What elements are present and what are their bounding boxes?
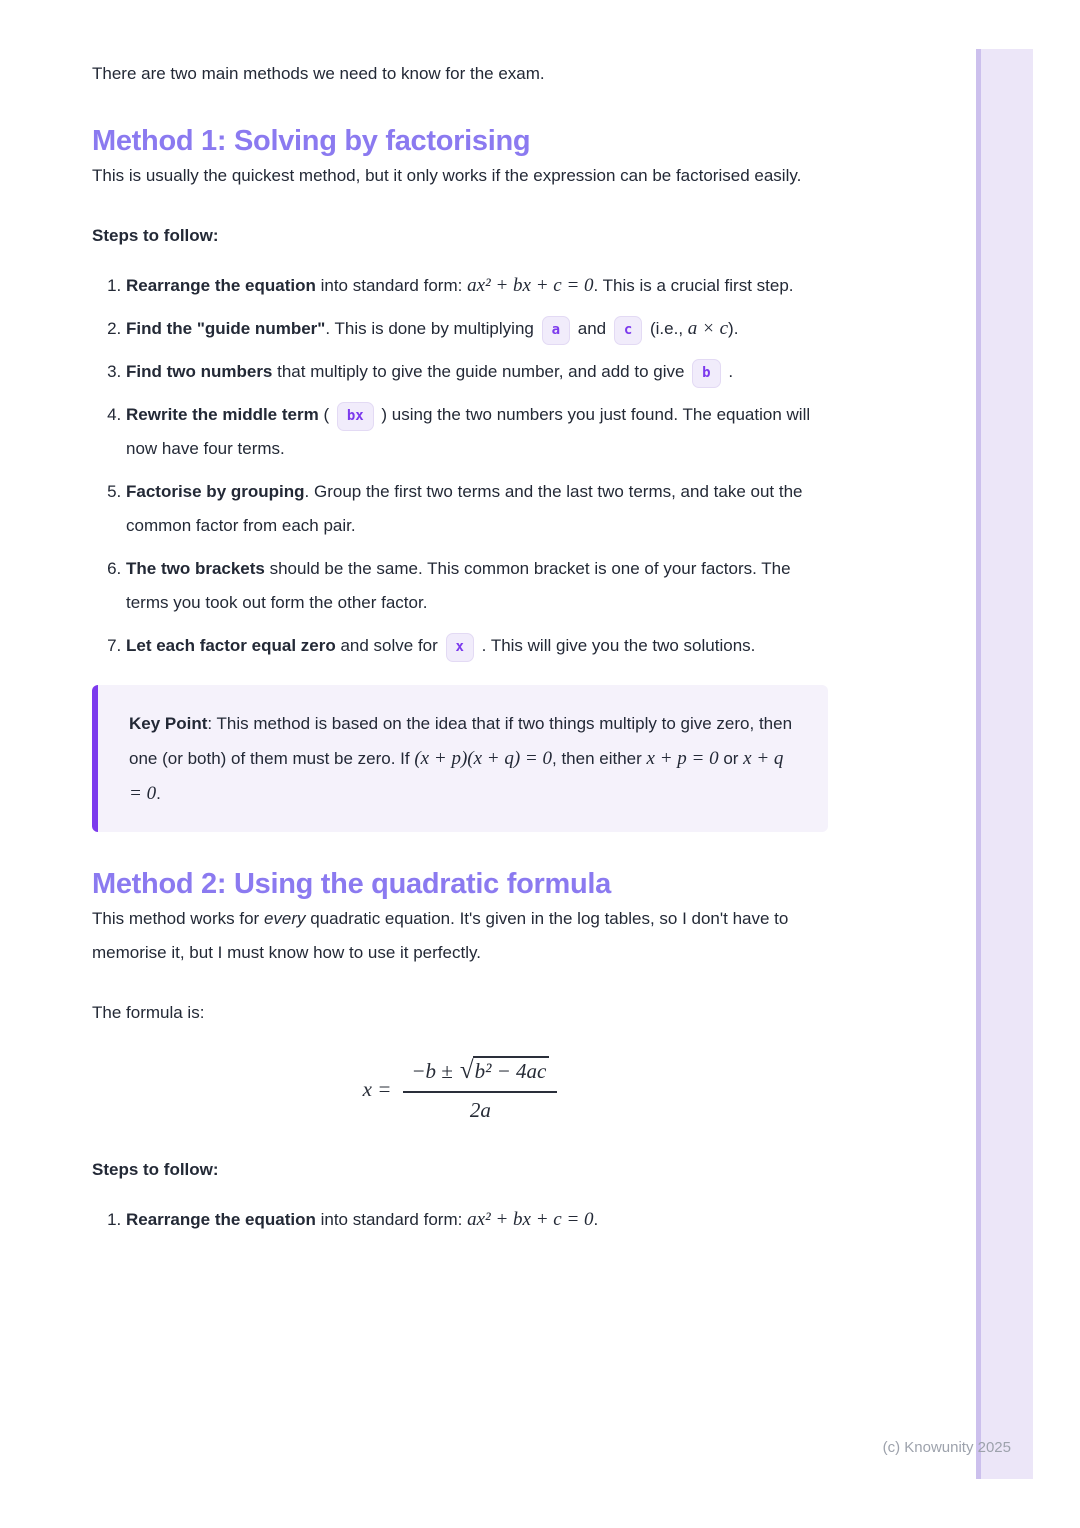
copyright-watermark: (c) Knowunity 2025 (882, 1439, 1011, 1456)
formula-fraction (403, 1054, 557, 1125)
text-segment: Rearrange the equation (126, 276, 316, 295)
text-segment: and solve for (335, 636, 443, 655)
text-segment: every (263, 909, 306, 928)
text-segment: should be the same. This common bracket is one of your factors. The terms you took out form the other factor. (126, 559, 791, 612)
inline-code-badge: x (446, 633, 474, 662)
text-segment: . This will give you the two solutions. (476, 636, 756, 655)
text-segment: Find the "guide number" (126, 319, 326, 338)
inline-code-badge: a (542, 316, 570, 345)
text-segment: . (593, 1209, 599, 1229)
method1-description (92, 159, 828, 193)
text-segment: Rearrange the equation (126, 1209, 316, 1229)
text-segment: This is usually the quickest method, but it only works if the expression can be factorised easily. (92, 166, 802, 185)
method2-steps-list (92, 1203, 828, 1237)
text-segment: : This method is based on the idea that if two things multiply to give zero, then one (or both) of them must be zero. If (129, 714, 793, 768)
list-item (126, 312, 828, 346)
method2-description (92, 902, 828, 970)
text-segment: or (718, 749, 744, 768)
method1-steps-list (92, 269, 828, 663)
text-segment: ). (728, 319, 739, 338)
text-segment: that multiply to give the guide number, and add to give (272, 362, 690, 381)
formula-numerator (403, 1054, 557, 1093)
key-point-callout (92, 685, 828, 832)
notes-content (92, 0, 828, 1259)
formula-denominator: 2a (469, 1098, 491, 1123)
text-segment: (x + p)(x + q) = 0 (414, 748, 552, 769)
text-segment: , then either (552, 749, 647, 768)
text-segment: Find two numbers (126, 362, 273, 381)
text-segment: and (573, 319, 611, 338)
inline-code-badge: b (692, 359, 720, 388)
method2-steps-label: Steps to follow: (92, 1159, 219, 1179)
text-segment: . (723, 362, 734, 381)
text-segment: ax² + bx + c = 0 (467, 1208, 594, 1230)
list-item (126, 269, 828, 303)
page-edge-decoration (976, 49, 1033, 1479)
list-item (126, 355, 828, 389)
formula-radicand: b² − 4ac (473, 1056, 550, 1085)
text-segment: The two brackets (126, 559, 265, 578)
text-segment: Let each factor equal zero (126, 636, 336, 655)
text-segment: (i.e., (645, 319, 688, 338)
list-item (126, 629, 828, 663)
text-segment: Rewrite the middle term (126, 405, 319, 424)
text-segment: into standard form: (315, 276, 468, 295)
inline-code-badge: c (614, 316, 642, 345)
text-segment: quadratic equation. It's given in the log tables, so I don't have to memorise it, but I must know how to use it perfectly. (92, 909, 789, 962)
list-item (126, 1203, 828, 1237)
text-segment: Factorise by grouping (126, 482, 305, 501)
text-segment: x + q = 0 (129, 748, 784, 804)
text-segment: into standard form: (315, 1209, 468, 1229)
text-segment: a × c (687, 318, 729, 339)
radical-icon: √ (459, 1057, 474, 1084)
text-segment: . Group the first two terms and the last two terms, and take out the common factor from each pair. (126, 482, 803, 535)
list-item (126, 475, 828, 543)
text-segment: x + p = 0 (646, 748, 719, 769)
method1-steps-label: Steps to follow: (92, 226, 219, 245)
formula-lhs: x = (362, 1076, 392, 1101)
text-segment: ( (318, 405, 334, 424)
text-segment: ax² + bx + c = 0 (467, 275, 594, 296)
text-segment: ) using the two numbers you just found. The equation will now have four terms. (126, 405, 811, 458)
formula-numerator-prefix: −b ± (411, 1059, 453, 1083)
quadratic-formula (92, 1054, 828, 1125)
intro-paragraph: There are two main methods we need to know for the exam. (92, 64, 545, 83)
list-item (126, 552, 828, 620)
text-segment: . This is a crucial first step. (593, 276, 794, 295)
formula-intro: The formula is: (92, 1003, 205, 1022)
text-segment: . (156, 784, 161, 803)
text-segment: Key Point (129, 714, 208, 733)
list-item (126, 398, 828, 466)
method1-heading: Method 1: Solving by factorising (92, 125, 531, 157)
inline-code-badge: bx (337, 402, 374, 431)
method2-heading: Method 2: Using the quadratic formula (92, 868, 611, 900)
text-segment: . This is done by multiplying (325, 319, 539, 338)
text-segment: This method works for (92, 909, 264, 928)
